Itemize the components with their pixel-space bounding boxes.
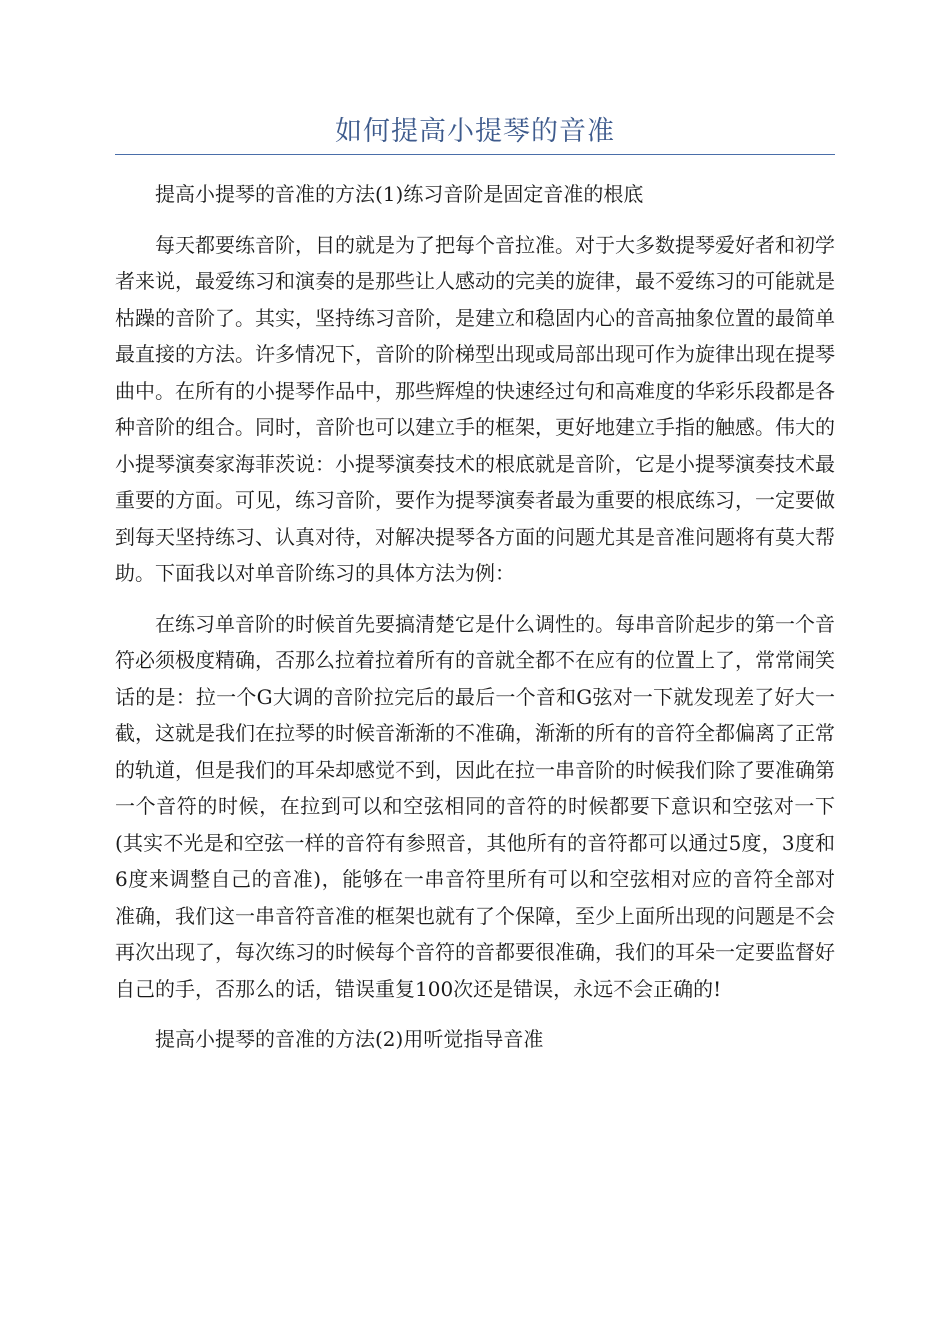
body-paragraph-1: 每天都要练音阶，目的就是为了把每个音拉准。对于大多数提琴爱好者和初学者来说，最爱练习和演奏的是那些让人感动的完美的旋律，最不爱练习的可能就是枯躁的音阶了。其实，坚持练习音阶，是建立和稳固内心的音高抽象位置的最简单最直接的方法。许多情况下，音阶的阶梯型出现或局部出现可作为旋律出现在提琴曲中。在所有的小提琴作品中，那些辉煌的快速经过句和高难度的华彩乐段都是各种音阶的组合。同时，音阶也可以建立手的框架，更好地建立手指的触感。伟大的小提琴演奏家海菲茨说：小提琴演奏技术的根底就是音阶，它是小提琴演奏技术最重要的方面。可见，练习音阶，要作为提琴演奏者最为重要的根底练习，一定要做到每天坚持练习、认真对待，对解决提琴各方面的问题尤其是音准问题将有莫大帮助。下面我以对单音阶练习的具体方法为例： [115, 232, 835, 585]
body-paragraph-2: 在练习单音阶的时候首先要搞清楚它是什么调性的。每串音阶起步的第一个音符必须极度精确，否那么拉着拉着所有的音就全都不在应有的位置上了，常常闹笑话的是：拉一个G大调的音阶拉完后的最后一个音和G弦对一下就发现差了好大一截，这就是我们在拉琴的时候音渐渐的不准确，渐渐的所有的音符全都偏离了正常的轨道，但是我们的耳朵却感觉不到，因此在拉一串音阶的时候我们除了要准确第一个音符的时候，在拉到可以和空弦相同的音符的时候都要下意识和空弦对一下(其实不光是和空弦一样的音符有参照音，其他所有的音符都可以通过5度，3度和6度来调整自己的音准)，能够在一串音符里所有可以和空弦相对应的音符全部对准确，我们这一串音符音准的框架也就有了个保障，至少上面所出现的问题是不会再次出现了，每次练习的时候每个音符的音都要很准确，我们的耳朵一定要监督好自己的手，否那么的话，错误重复100次还是错误，永远不会正确的! [115, 611, 835, 1001]
section-heading-1: 提高小提琴的音准的方法(1)练习音阶是固定音准的根底 [155, 182, 644, 206]
document-title: 如何提高小提琴的音准 [335, 116, 615, 147]
document-body [115, 176, 835, 1072]
section-heading-2: 提高小提琴的音准的方法(2)用听觉指导音准 [155, 1027, 544, 1051]
title-underline [115, 154, 835, 155]
